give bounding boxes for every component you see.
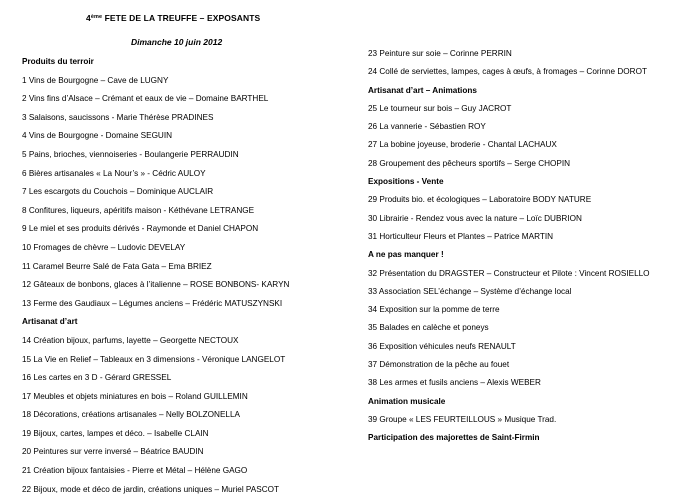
exhibitor-entry: 37 Démonstration de la pêche au fouet <box>368 360 510 370</box>
exhibitor-entry: 25 Le tourneur sur bois – Guy JACROT <box>368 103 512 113</box>
exhibitor-entry: 6 Bières artisanales « La Nour’s » - Cédric AULOY <box>22 168 206 178</box>
exhibitor-entry: 5 Pains, brioches, viennoiseries - Boulangerie PERRAUDIN <box>22 149 239 159</box>
exhibitor-entry: 39 Groupe « LES FEURTEILLOUS » Musique Trad. <box>368 414 557 424</box>
exhibitor-entry: 33 Association SEL’échange – Système d’échange local <box>368 286 572 296</box>
title-ordinal-suffix: ème <box>90 14 103 20</box>
exhibitor-entry: 29 Produits bio. et écologiques – Laboratoire BODY NATURE <box>368 195 592 205</box>
exhibitor-entry: 14 Création bijoux, parfums, layette – Georgette NECTOUX <box>22 335 239 345</box>
exhibitor-entry: 21 Création bijoux fantaisies - Pierre et Métal – Hélène GAGO <box>22 466 248 476</box>
exhibitor-entry: 23 Peinture sur soie – Corinne PERRIN <box>368 49 512 58</box>
section-heading: Artisanat d’art – Animations <box>368 85 477 95</box>
exhibitor-entry: 10 Fromages de chèvre – Ludovic DEVELAY <box>22 242 186 252</box>
exhibitor-entry: 30 Librairie - Rendez vous avec la nature – Loïc DUBRION <box>368 213 582 223</box>
section-heading: Produits du terroir <box>22 57 94 66</box>
section-heading: Animation musicale <box>368 396 446 406</box>
exhibitor-entry: 15 La Vie en Relief – Tableaux en 3 dimensions - Véronique LANGELOT <box>22 354 286 364</box>
section-heading: Artisanat d’art <box>22 317 78 327</box>
section-heading: Expositions - Vente <box>368 177 444 187</box>
exhibitor-entry: 36 Exposition véhicules neufs RENAULT <box>368 341 516 351</box>
exhibitor-entry: 38 Les armes et fusils anciens – Alexis WEBER <box>368 378 541 388</box>
title-text: FETE DE LA TREUFFE – EXPOSANTS <box>102 13 261 23</box>
exhibitor-entry: 35 Balades en calèche et poneys <box>368 323 489 333</box>
exhibitor-entry: 1 Vins de Bourgogne – Cave de LUGNY <box>22 75 169 85</box>
section-heading: A ne pas manquer ! <box>368 250 444 260</box>
exhibitor-entry: 2 Vins fins d’Alsace – Crémant et eaux de vie – Domaine BARTHEL <box>22 94 269 104</box>
event-date: Dimanche 10 juin 2012 <box>131 37 223 47</box>
exhibitor-entry: 26 La vannerie - Sébastien ROY <box>368 122 486 132</box>
exhibitor-entry: 3 Salaisons, saucissons - Marie Thérèse PRADINES <box>22 112 214 122</box>
exhibitor-entry: 8 Confitures, liqueurs, apéritifs maison - Kéthévane LETRANGE <box>22 205 255 215</box>
exhibitor-entry: 17 Meubles et objets miniatures en bois – Roland GUILLEMIN <box>22 391 248 401</box>
exhibitor-entry: 34 Exposition sur la pomme de terre <box>368 305 500 315</box>
exhibitor-entry: 27 La bobine joyeuse, broderie - Chantal LACHAUX <box>368 140 557 150</box>
exhibitor-entry: 11 Caramel Beurre Salé de Fata Gata – Ema BRIEZ <box>22 261 212 271</box>
right-column <box>368 48 688 451</box>
exhibitor-entry: 32 Présentation du DRAGSTER – Constructeur et Pilote : Vincent ROSIELLO <box>368 268 650 278</box>
exhibitor-entry: 19 Bijoux, cartes, lampes et déco. – Isabelle CLAIN <box>22 428 209 438</box>
exhibitor-entry: 16 Les cartes en 3 D - Gérard GRESSEL <box>22 373 172 383</box>
section-heading: Participation des majorettes de Saint-Firmin <box>368 433 540 443</box>
exhibitor-entry: 9 Le miel et ses produits dérivés - Raymonde et Daniel CHAPON <box>22 224 259 234</box>
exhibitor-entry: 28 Groupement des pêcheurs sportifs – Serge CHOPIN <box>368 158 571 168</box>
exhibitor-entry: 13 Ferme des Gaudiaux – Légumes anciens – Frédéric MATUSZYNSKI <box>22 298 283 308</box>
exhibitor-entry: 4 Vins de Bourgogne - Domaine SEGUIN <box>22 131 173 141</box>
exhibitor-entry: 22 Bijoux, mode et déco de jardin, créations uniques – Muriel PASCOT <box>22 484 279 494</box>
document-title <box>86 13 260 23</box>
left-column <box>22 56 352 502</box>
exhibitor-entry: 18 Décorations, créations artisanales – Nelly BOLZONELLA <box>22 410 240 420</box>
exhibitor-entry: 24 Collé de serviettes, lampes, cages à œufs, à fromages – Corinne DOROT <box>368 67 647 77</box>
exhibitor-entry: 7 Les escargots du Couchois – Dominique AUCLAIR <box>22 187 214 197</box>
exhibitor-entry: 20 Peintures sur verre inversé – Béatrice BAUDIN <box>22 447 204 457</box>
exhibitor-entry: 12 Gâteaux de bonbons, glaces à l’italienne – ROSE BONBONS- KARYN <box>22 280 290 290</box>
title-number: 4 <box>86 13 91 23</box>
exhibitor-entry: 31 Horticulteur Fleurs et Plantes – Patrice MARTIN <box>368 231 554 241</box>
